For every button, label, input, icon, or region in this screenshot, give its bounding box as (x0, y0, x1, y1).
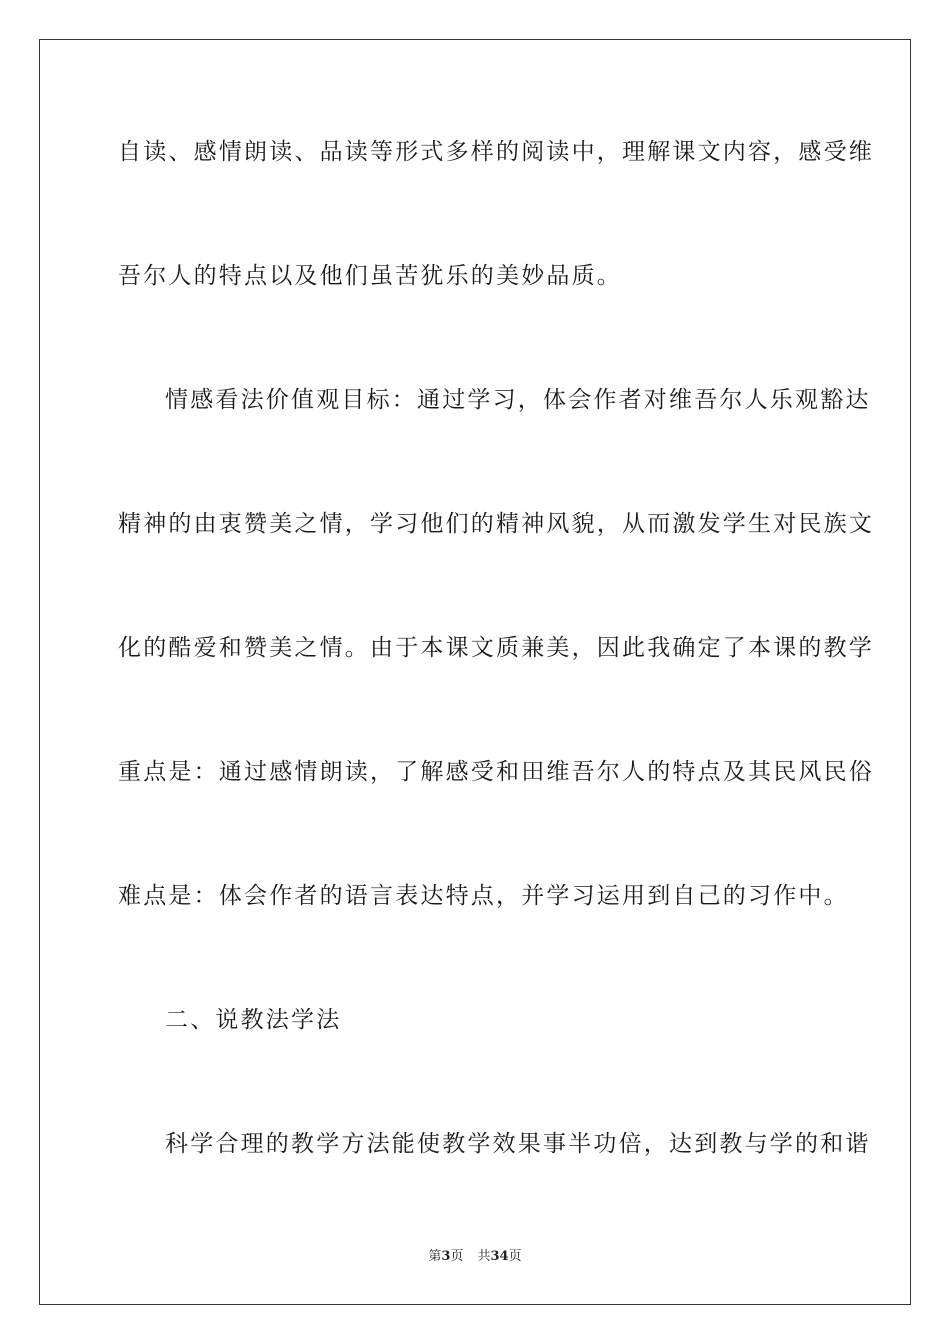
footer-total-pages: 34 (490, 1249, 509, 1264)
paragraph-start-line: 情感看法价值观目标：通过学习，体会作者对维吾尔人乐观豁达 (165, 387, 871, 413)
footer-page-number: 3 (441, 1249, 451, 1264)
body-text-line: 化的酷爱和赞美之情。由于本课文质兼美，因此我确定了本课的教学 (118, 635, 874, 661)
paragraph-start-line: 科学合理的教学方法能使教学效果事半功倍，达到教与学的和谐 (165, 1131, 871, 1157)
page-footer (0, 1249, 950, 1265)
page-frame (39, 39, 911, 1305)
body-text-line: 吾尔人的特点以及他们虽苦犹乐的美妙品质。 (118, 263, 622, 289)
section-heading: 二、说教法学法 (165, 1007, 342, 1033)
body-text-line: 精神的由衷赞美之情，学习他们的精神风貌，从而激发学生对民族文 (118, 511, 874, 537)
body-text-line: 难点是：体会作者的语言表达特点，并学习运用到自己的习作中。 (118, 883, 849, 909)
footer-page-unit: 页 (450, 1249, 464, 1264)
body-text-line: 自读、感情朗读、品读等形式多样的阅读中，理解课文内容，感受维 (118, 139, 874, 165)
footer-total-prefix: 共 (477, 1249, 491, 1264)
body-text-line: 重点是：通过感情朗读，了解感受和田维吾尔人的特点及其民风民俗 (118, 759, 874, 785)
footer-page-prefix: 第 (428, 1249, 442, 1264)
footer-total-unit: 页 (508, 1249, 522, 1264)
